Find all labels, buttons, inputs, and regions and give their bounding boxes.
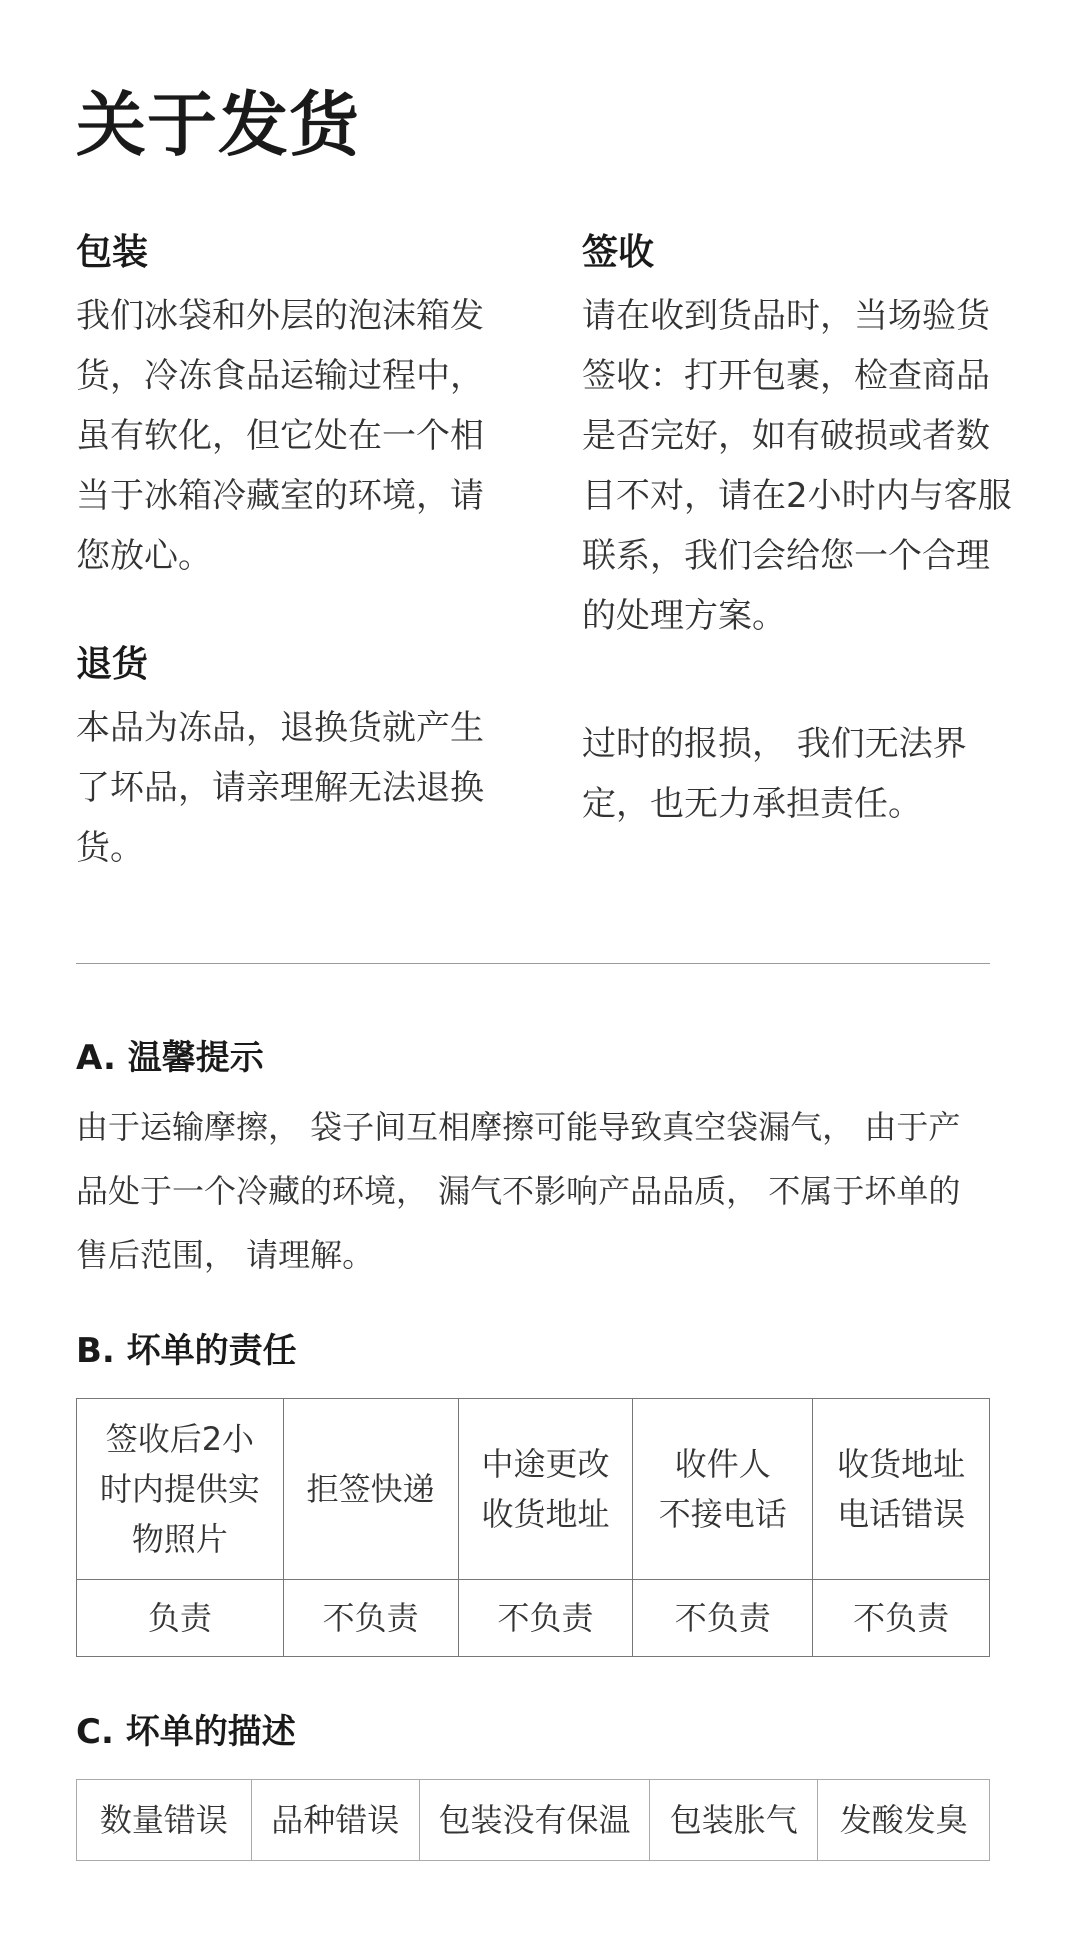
signing-heading: 签收 [582, 232, 655, 273]
header-line: 签收后2小 [105, 1420, 255, 1458]
table-cell: 包装没有保温 [419, 1780, 650, 1861]
description-section [76, 1707, 990, 1861]
tip-section [76, 1033, 990, 1287]
table-cell: 数量错误 [77, 1780, 252, 1861]
header-line: 收件人 [674, 1445, 771, 1483]
left-column [76, 228, 511, 878]
description-table [76, 1779, 990, 1861]
page-title: 关于发货 [76, 84, 360, 166]
responsibility-header-row [77, 1399, 990, 1580]
tip-text: 由于运输摩擦， 袋子间互相摩擦可能导致真空袋漏气， 由于产品处于一个冷藏的环境， 漏气不影响产品品质， 不属于坏单的售后范围， 请理解。 [76, 1108, 961, 1274]
table-header-cell [77, 1399, 284, 1580]
header-line: 收货地址 [837, 1445, 966, 1483]
header-line: 中途更改 [481, 1445, 610, 1483]
packaging-text: 我们冰袋和外层的泡沫箱发货，冷冻食品运输过程中，虽有软化，但它处在一个相当于冰箱冷藏室的环境，请您放心。 [76, 296, 484, 576]
description-heading: C. 坏单的描述 [76, 1712, 296, 1752]
table-cell: 品种错误 [251, 1780, 419, 1861]
header-line: 收货地址 [481, 1495, 610, 1533]
header-line: 时内提供实 [99, 1470, 260, 1508]
returns-heading: 退货 [76, 644, 149, 685]
table-cell: 不负责 [458, 1580, 633, 1657]
section-divider [76, 963, 990, 964]
signing-text: 请在收到货品时，当场验货签收：打开包裹，检查商品是否完好，如有破损或者数目不对，请在2小时内与客服联系，我们会给您一个合理的处理方案。 [582, 296, 1012, 636]
header-line: 拒签快递 [306, 1470, 435, 1508]
table-header-cell [813, 1399, 990, 1580]
table-header-cell [633, 1399, 813, 1580]
responsibility-table [76, 1398, 990, 1657]
responsibility-heading: B. 坏单的责任 [76, 1331, 297, 1371]
table-header-cell [283, 1399, 458, 1580]
table-cell: 发酸发臭 [818, 1780, 990, 1861]
table-cell: 不负责 [283, 1580, 458, 1657]
header-line: 物照片 [131, 1520, 228, 1558]
table-cell: 负责 [77, 1580, 284, 1657]
signing-note: 过时的报损， 我们无法界定，也无力承担责任。 [582, 724, 967, 824]
table-cell: 不负责 [813, 1580, 990, 1657]
table-header-cell [458, 1399, 633, 1580]
header-line: 电话错误 [837, 1495, 966, 1533]
table-cell: 包装胀气 [650, 1780, 818, 1861]
tip-heading: A. 温馨提示 [76, 1038, 264, 1078]
packaging-heading: 包装 [76, 232, 149, 273]
returns-text: 本品为冻品，退换货就产生了坏品，请亲理解无法退换货。 [76, 708, 484, 868]
table-cell: 不负责 [633, 1580, 813, 1657]
responsibility-section [76, 1326, 990, 1657]
description-row [77, 1780, 990, 1861]
right-column [582, 228, 1012, 834]
header-line: 不接电话 [658, 1495, 787, 1533]
responsibility-value-row [77, 1580, 990, 1657]
